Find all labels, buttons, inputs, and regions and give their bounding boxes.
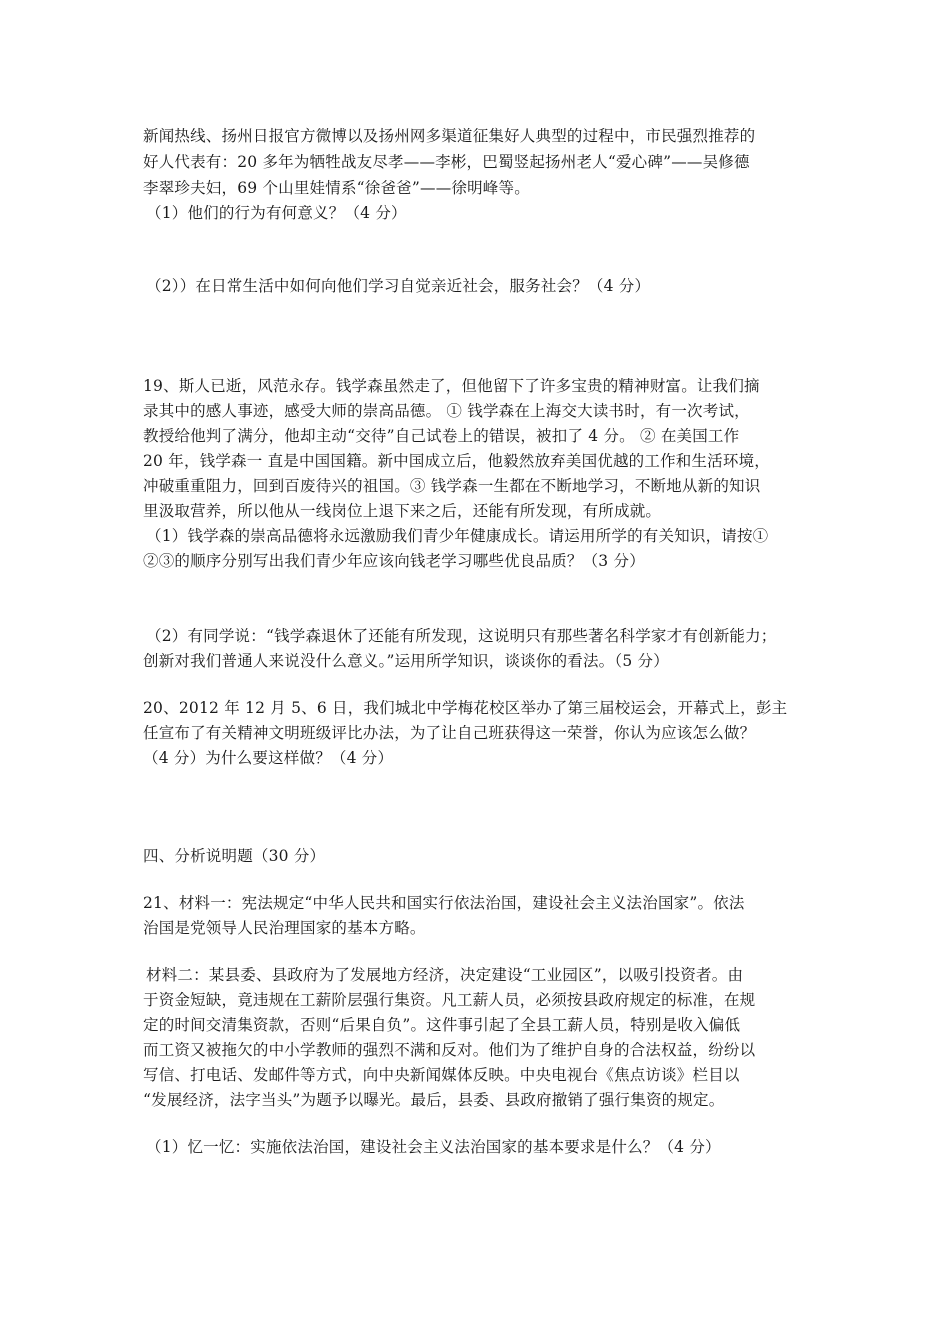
text-line: 定的时间交清集资款，否则“后果自负”。这件事引起了全县工薪人员，特别是收入偏低 — [143, 1016, 741, 1034]
text-line: ②③的顺序分别写出我们青少年应该向钱老学习哪些优良品质？（3 分） — [143, 552, 645, 570]
question-18-sub-1: （1）他们的行为有何意义？（4 分） — [146, 204, 407, 222]
text-line: 冲破重重阻力，回到百废待兴的祖国。③ 钱学森一生都在不断地学习，不断地从新的知识 — [143, 477, 761, 495]
question-21-sub-1: （1）忆一忆：实施依法治国，建设社会主义法治国家的基本要求是什么？（4 分） — [146, 1138, 721, 1156]
text-line: “发展经济，法字当头”为题予以曝光。最后，县委、县政府撤销了强行集资的规定。 — [143, 1091, 725, 1109]
text-line: 教授给他判了满分，他却主动“交待”自己试卷上的错误，被扣了 4 分。 ② 在美国工作 — [143, 427, 740, 445]
text-line: 里汲取营养，所以他从一线岗位上退下来之后，还能有所发现，有所成就。 — [143, 502, 662, 520]
text-line: 20 年，钱学森一 直是中国国籍。新中国成立后，他毅然放弃美国优越的工作和生活环境， — [143, 452, 770, 470]
text-line: 李翠珍夫妇，69 个山里娃情系“徐爸爸”——徐明峰等。 — [143, 179, 530, 197]
text-line: 写信、打电话、发邮件等方式，向中央新闻媒体反映。中央电视台《焦点访谈》栏目以 — [143, 1066, 740, 1084]
text-line: 创新对我们普通人来说没什么意义。”运用所学知识，谈谈你的看法。（5 分） — [143, 652, 669, 670]
text-line: 好人代表有：20 多年为牺牲战友尽孝——李彬，巴蜀竖起扬州老人“爱心碑”——吴修德 — [143, 153, 750, 171]
question-18-sub-2: （2））在日常生活中如何向他们学习自觉亲近社会，服务社会？（4 分） — [146, 277, 651, 295]
text-line: 21、材料一：宪法规定“中华人民共和国实行依法治国，建设社会主义法治国家”。依法 — [143, 894, 745, 912]
text-line: 20、2012 年 12 月 5、6 日，我们城北中学梅花校区举办了第三届校运会，开幕式上，彭主 — [143, 699, 788, 717]
text-line: 治国是党领导人民治理国家的基本方略。 — [143, 919, 426, 937]
text-line: 新闻热线、扬州日报官方微博以及扬州网多渠道征集好人典型的过程中，市民强烈推荐的 — [143, 127, 756, 145]
text-line: （4 分）为什么要这样做？（4 分） — [143, 749, 394, 767]
text-line: 而工资又被拖欠的中小学教师的强烈不满和反对。他们为了维护自身的合法权益，纷纷以 — [143, 1041, 756, 1059]
question-19-sub-2: （2）有同学说：“钱学森退休了还能有所发现，这说明只有那些著名科学家才有创新能力； — [146, 627, 777, 645]
question-19-sub-1: （1）钱学森的崇高品德将永远激励我们青少年健康成长。请运用所学的有关知识，请按① — [146, 527, 769, 545]
text-line: 录其中的感人事迹，感受大师的崇高品德。 ① 钱学森在上海交大读书时，有一次考试， — [143, 402, 750, 420]
text-line: 19、斯人已逝，风范永存。钱学森虽然走了，但他留下了许多宝贵的精神财富。让我们摘 — [143, 377, 760, 395]
text-line: 任宣布了有关精神文明班级评比办法，为了让自己班获得这一荣誉，你认为应该怎么做？ — [143, 724, 756, 742]
text-line: 材料二：某县委、县政府为了发展地方经济，决定建设“工业园区”，以吸引投资者。由 — [146, 966, 744, 984]
text-line: 于资金短缺，竟违规在工薪阶层强行集资。凡工薪人员，必须按县政府规定的标准，在规 — [143, 991, 756, 1009]
section-4-title: 四、分析说明题（30 分） — [143, 847, 326, 865]
